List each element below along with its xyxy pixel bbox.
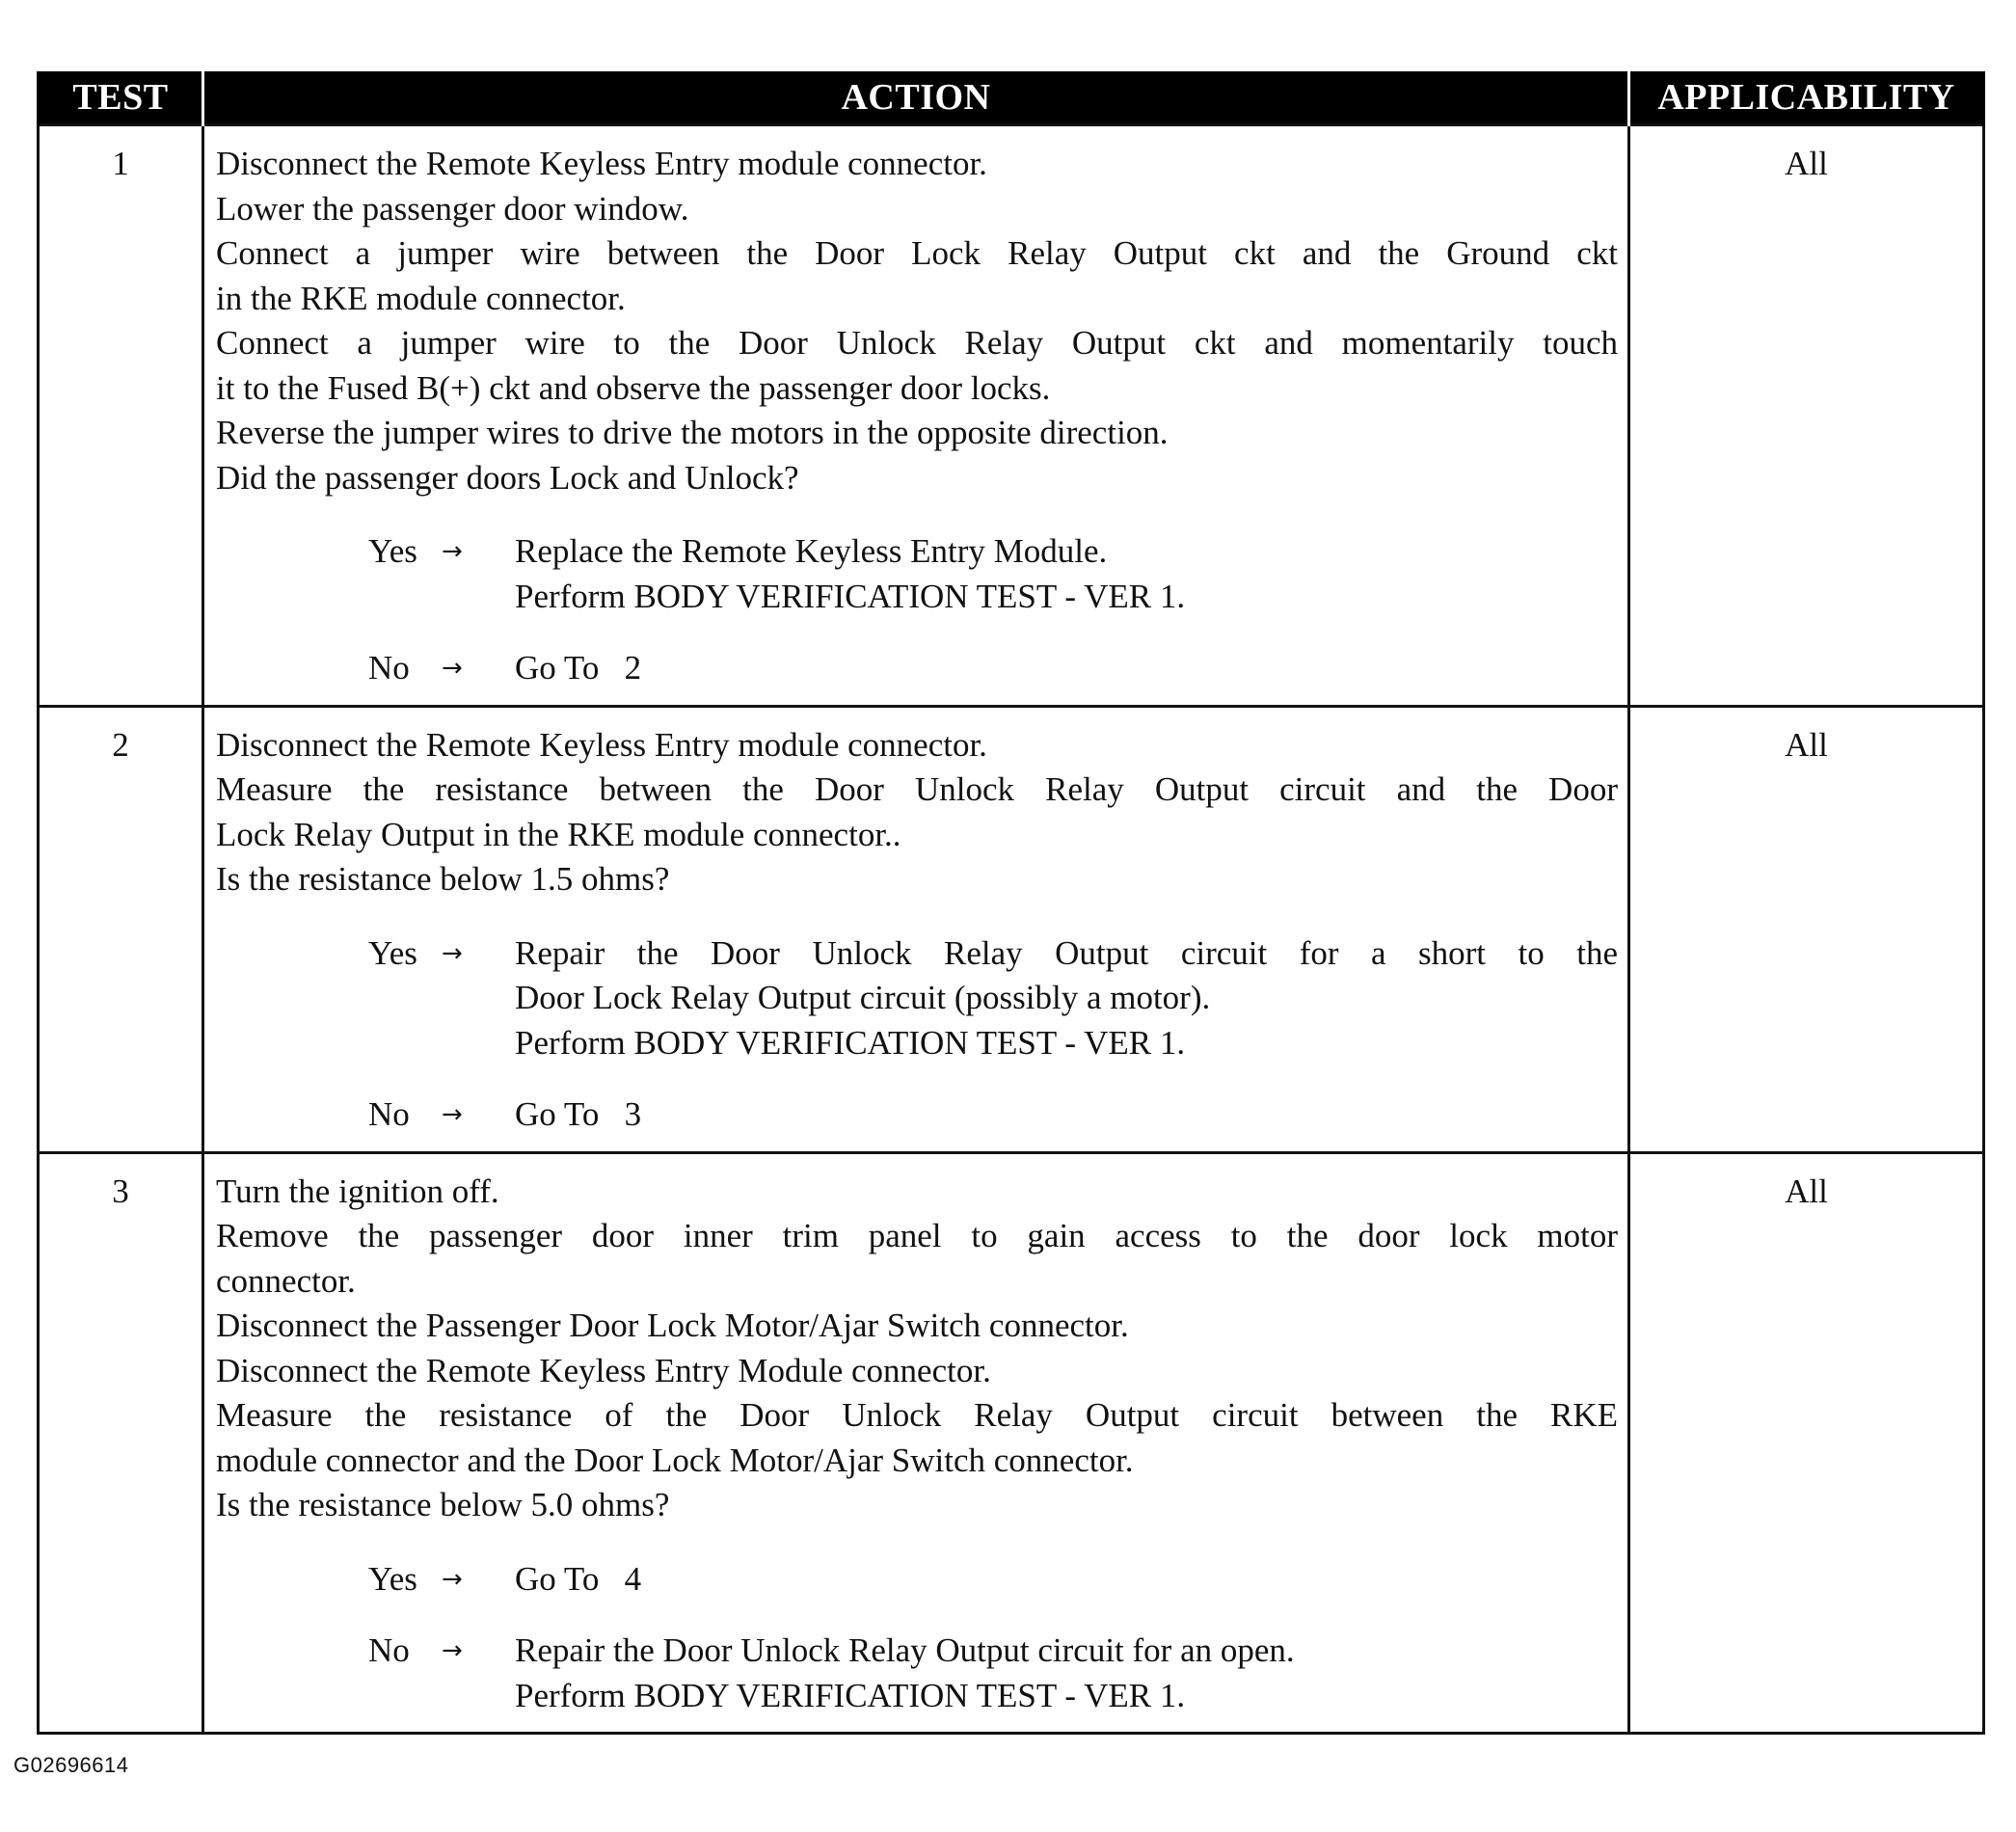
- diagnostic-test-table: [37, 71, 1982, 1735]
- yes-result: [515, 1557, 1618, 1603]
- action-cell: [203, 125, 1629, 707]
- action-line: in the RKE module connector.: [216, 279, 626, 317]
- result-line: Perform BODY VERIFICATION TEST - VER 1.: [515, 577, 1186, 615]
- applicability-cell: All: [1629, 1152, 1984, 1734]
- arrow-right-icon: →: [442, 537, 463, 566]
- action-line: Remove the passenger door inner trim panel to gain access to the door lock motor: [216, 1217, 1618, 1254]
- result-line: Door Lock Relay Output circuit (possibly a motor).: [515, 979, 1211, 1016]
- action-line: it to the Fused B(+) ckt and observe the passenger door locks.: [216, 368, 1051, 407]
- no-branch: [216, 1092, 1618, 1138]
- action-line: connector.: [216, 1261, 356, 1300]
- arrow-right-icon: →: [442, 1564, 463, 1594]
- test-number: 1: [39, 125, 203, 707]
- yes-label: Yes: [368, 532, 417, 570]
- applicability-cell: All: [1629, 706, 1984, 1152]
- yes-branch: [216, 1557, 1618, 1603]
- no-branch: [216, 1629, 1618, 1718]
- header-applicability: APPLICABILITY: [1629, 71, 1984, 125]
- header-action: ACTION: [203, 71, 1629, 125]
- header-test: TEST: [39, 71, 203, 125]
- action-line: Lock Relay Output in the RKE module connector..: [216, 815, 901, 853]
- yes-label: Yes: [368, 1559, 417, 1598]
- action-line: Disconnect the Remote Keyless Entry Module connector.: [216, 1351, 991, 1389]
- applicability-cell: All: [1629, 125, 1984, 707]
- action-line: Is the resistance below 1.5 ohms?: [216, 860, 670, 898]
- result-line: Repair the Door Unlock Relay Output circuit for an open.: [515, 1631, 1295, 1669]
- action-line: Turn the ignition off.: [216, 1172, 499, 1210]
- no-result: [515, 646, 1618, 691]
- action-line: Did the passenger doors Lock and Unlock?: [216, 458, 799, 497]
- arrow-right-icon: →: [442, 1636, 463, 1665]
- action-line: Connect a jumper wire between the Door Lock Relay Output ckt and the Ground ckt: [216, 234, 1618, 272]
- action-line: Disconnect the Passenger Door Lock Motor/Ajar Switch connector.: [216, 1307, 1129, 1344]
- figure-id: G02696614: [13, 1753, 129, 1777]
- action-line: Reverse the jumper wires to drive the motors in the opposite direction.: [216, 414, 1169, 451]
- test-row-2: [39, 706, 1984, 1152]
- action-cell: [203, 706, 1629, 1152]
- action-line: Measure the resistance between the Door Unlock Relay Output circuit and the Door: [216, 770, 1618, 808]
- result-line: Replace the Remote Keyless Entry Module.: [515, 532, 1108, 570]
- test-row-3: [39, 1152, 1984, 1734]
- arrow-right-icon: →: [442, 654, 463, 683]
- result-line: Perform BODY VERIFICATION TEST - VER 1.: [515, 1023, 1186, 1062]
- no-label: No: [368, 1095, 410, 1133]
- action-line: Disconnect the Remote Keyless Entry module connector.: [216, 145, 987, 182]
- no-label: No: [368, 649, 410, 687]
- result-line: Go To 4: [515, 1559, 642, 1598]
- result-line: Go To 2: [515, 649, 642, 687]
- result-line: Perform BODY VERIFICATION TEST - VER 1.: [515, 1676, 1186, 1714]
- test-row-1: [39, 125, 1984, 707]
- action-line: Disconnect the Remote Keyless Entry module connector.: [216, 725, 987, 764]
- no-branch: [216, 646, 1618, 691]
- test-number: 2: [39, 706, 203, 1152]
- action-line: Measure the resistance of the Door Unlock Relay Output circuit between the RKE: [216, 1396, 1618, 1434]
- action-cell: [203, 1152, 1629, 1734]
- action-line: Lower the passenger door window.: [216, 189, 689, 228]
- result-line: Repair the Door Unlock Relay Output circuit for a short to the: [515, 933, 1618, 972]
- no-result: [515, 1092, 1618, 1138]
- action-line: module connector and the Door Lock Motor/Ajar Switch connector.: [216, 1441, 1134, 1479]
- arrow-right-icon: →: [442, 938, 463, 968]
- action-line: Is the resistance below 5.0 ohms?: [216, 1486, 670, 1523]
- header-row: [39, 71, 1984, 125]
- result-line: Go To 3: [515, 1095, 642, 1133]
- test-number: 3: [39, 1152, 203, 1734]
- arrow-right-icon: →: [442, 1100, 463, 1129]
- yes-label: Yes: [368, 933, 417, 972]
- yes-branch: [216, 529, 1618, 619]
- test-table: [37, 71, 1985, 1735]
- yes-result: [515, 529, 1618, 619]
- action-line: Connect a jumper wire to the Door Unlock Relay Output ckt and momentarily touch: [216, 324, 1618, 362]
- no-result: [515, 1629, 1618, 1718]
- yes-result: [515, 931, 1618, 1066]
- yes-branch: [216, 931, 1618, 1066]
- no-label: No: [368, 1631, 410, 1669]
